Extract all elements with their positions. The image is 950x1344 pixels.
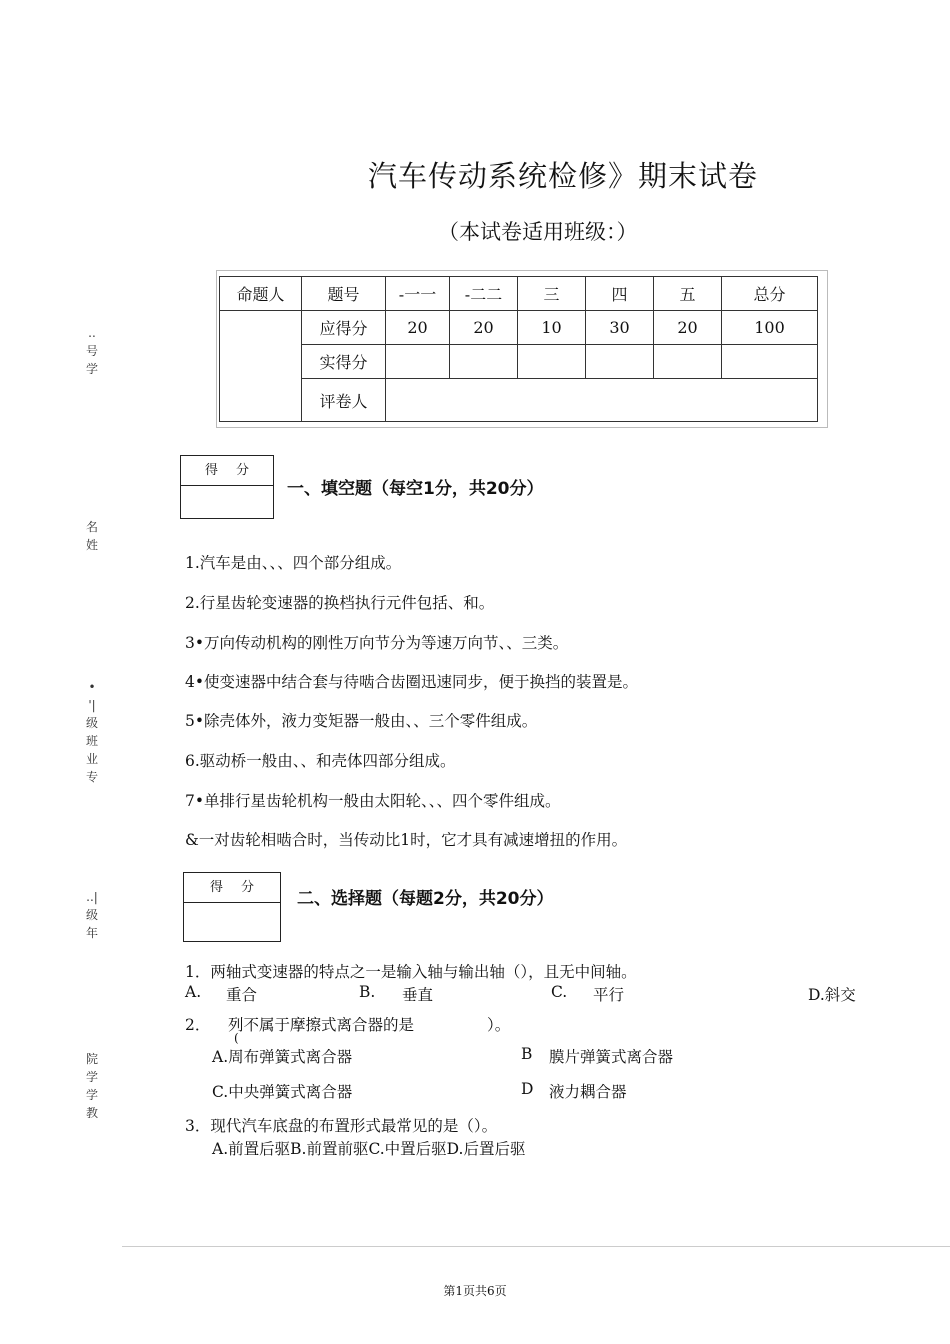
points-cell: 20: [450, 311, 518, 345]
list-item: 2.行星齿轮变速器的换档执行元件包括、和。: [185, 594, 495, 612]
score-cell: [518, 345, 586, 379]
footer-divider: [122, 1246, 950, 1247]
option-text: 垂直: [402, 986, 434, 1004]
option-text: C.中央弹簧式离合器: [212, 1083, 353, 1101]
question-2-paren: (: [234, 1031, 239, 1045]
header-cell: -二二: [450, 277, 518, 311]
points-cell: 10: [518, 311, 586, 345]
option-label: D: [521, 1080, 534, 1098]
list-item: 3•万向传动机构的刚性万向节分为等速万向节、、三类。: [185, 634, 569, 652]
option-label: B: [521, 1045, 533, 1063]
score-cell: [450, 345, 518, 379]
score-cell: [386, 345, 450, 379]
score-cell: [586, 345, 654, 379]
margin-student-id: .. 号 学: [85, 326, 98, 376]
exam-title: 汽车传动系统检修》期末试卷: [368, 159, 759, 193]
question-2-end: ）。: [487, 1016, 511, 1034]
points-cell: 30: [586, 311, 654, 345]
grader-cell: [386, 379, 818, 422]
page-number: 第1页共6页: [443, 1284, 507, 1298]
table-row: [220, 311, 818, 345]
question-3: 3．现代汽车底盘的布置形式最常见的是（）。: [185, 1117, 498, 1135]
question-1: 1．两轴式变速器的特点之一是输入轴与输出轴（），且无中间轴。: [185, 963, 637, 981]
header-cell: 四: [586, 277, 654, 311]
question-2: 列不属于摩擦式离合器的是: [228, 1016, 415, 1034]
margin-grade: ..| 级 年: [85, 890, 98, 940]
option-label: A.: [185, 983, 202, 1001]
option-text: D.斜交: [808, 986, 856, 1004]
list-item: 7•单排行星齿轮机构一般由太阳轮、、、四个零件组成。: [185, 792, 561, 810]
option-text: 重合: [226, 986, 258, 1004]
margin-name: 名 姓: [85, 520, 98, 552]
points-cell: 20: [386, 311, 450, 345]
row-label: 实得分: [302, 345, 386, 379]
list-item: 6.驱动桥一般由、、和壳体四部分组成。: [185, 752, 456, 770]
score-cell: [722, 345, 818, 379]
table-row: [220, 379, 818, 422]
margin-class: • '| 级 班 业 专: [85, 680, 98, 784]
list-item: 1.汽车是由、、、四个部分组成。: [185, 554, 402, 572]
list-item: &一对齿轮相啮合时，当传动比1时，它才具有减速增扭的作用。: [185, 831, 628, 849]
option-text: A.周布弹簧式离合器: [212, 1048, 353, 1066]
option-text: 膜片弹簧式离合器: [549, 1048, 674, 1066]
option-text: A.前置后驱B.前置前驱C.中置后驱D.后置后驱: [212, 1140, 526, 1158]
section2-heading: 二、选择题（每题2分，共20分）: [297, 889, 554, 909]
points-cell: 100: [722, 311, 818, 345]
section2-score-box: 得分: [183, 872, 281, 942]
margin-college: 院 学 学 教: [85, 1052, 98, 1120]
row-label: 评卷人: [302, 379, 386, 422]
question-2-number: 2．: [185, 1016, 211, 1034]
header-cell: 总分: [722, 277, 818, 311]
header-cell: 题号: [302, 277, 386, 311]
points-cell: 20: [654, 311, 722, 345]
option-label: B.: [359, 983, 376, 1001]
list-item: 5•除壳体外，液力变矩器一般由、、三个零件组成。: [185, 712, 538, 730]
section1-heading: 一、填空题（每空1分，共20分）: [287, 479, 544, 499]
header-cell: 五: [654, 277, 722, 311]
proposer-cell: [220, 311, 302, 422]
header-cell: 命题人: [220, 277, 302, 311]
exam-subtitle: （本试卷适用班级：）: [438, 220, 638, 244]
table-row: [220, 345, 818, 379]
header-cell: -一一: [386, 277, 450, 311]
option-text: 液力耦合器: [549, 1083, 627, 1101]
score-cell: [654, 345, 722, 379]
section1-score-box: 得分: [180, 455, 274, 519]
header-cell: 三: [518, 277, 586, 311]
option-text: 平行: [593, 986, 625, 1004]
list-item: 4•使变速器中结合套与待啮合齿圈迅速同步，便于换挡的装置是。: [185, 673, 639, 691]
table-row: [220, 277, 818, 311]
row-label: 应得分: [302, 311, 386, 345]
score-table: [219, 276, 818, 422]
option-label: C.: [551, 983, 568, 1001]
